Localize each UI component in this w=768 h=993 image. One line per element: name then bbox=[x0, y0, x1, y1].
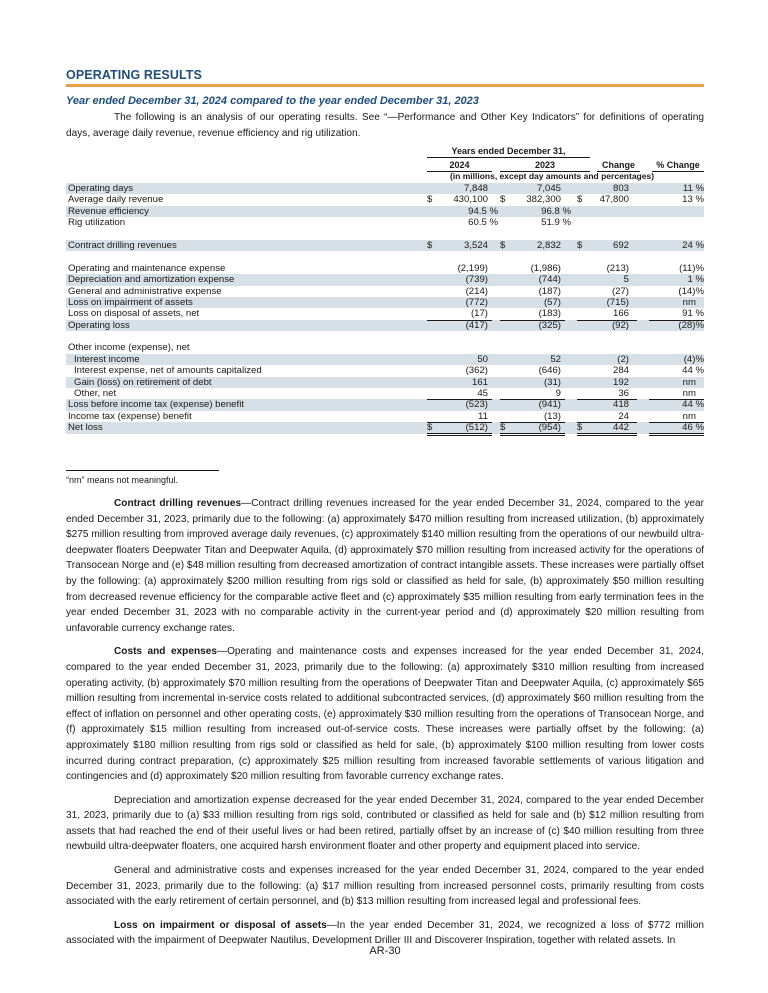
value-change: (213) bbox=[606, 262, 629, 274]
table-row bbox=[66, 263, 704, 274]
value-2024: (772) bbox=[465, 296, 488, 308]
dollar-sign: $ bbox=[427, 239, 433, 251]
col-2024-header: 2024 bbox=[427, 159, 492, 172]
value-change: 24 bbox=[618, 410, 629, 422]
value-pct-change: (14)% bbox=[678, 285, 704, 297]
value-pct-change: (4)% bbox=[683, 353, 704, 365]
footnote-divider bbox=[66, 470, 219, 471]
dollar-sign: $ bbox=[427, 194, 433, 206]
row-label: Other income (expense), net bbox=[68, 342, 190, 354]
row-label: Loss before income tax (expense) benefit bbox=[68, 399, 244, 411]
table-row bbox=[66, 399, 704, 410]
value-2023: 9 bbox=[555, 388, 561, 400]
units-note: (in millions, except day amounts and percentages) bbox=[449, 171, 655, 181]
value-change: 284 bbox=[612, 365, 629, 377]
table-row bbox=[66, 320, 704, 331]
paragraph-costs bbox=[66, 644, 704, 784]
dollar-sign: $ bbox=[500, 422, 506, 434]
section-divider bbox=[66, 84, 704, 87]
row-label: Interest income bbox=[74, 353, 140, 365]
value-change: 418 bbox=[612, 399, 629, 411]
row-label: Loss on impairment of assets bbox=[68, 296, 193, 308]
value-2023: (325) bbox=[538, 319, 561, 331]
row-label: Contract drilling revenues bbox=[68, 239, 177, 251]
value-pct-change: (28)% bbox=[678, 319, 704, 331]
dollar-sign: $ bbox=[577, 239, 583, 251]
value-2023: 51.9 % bbox=[541, 217, 571, 229]
value-pct-change: nm bbox=[682, 388, 696, 400]
dollar-sign: $ bbox=[500, 194, 506, 206]
value-2023: (744) bbox=[538, 274, 561, 286]
table-row bbox=[66, 240, 704, 251]
value-2024: 430,100 bbox=[453, 194, 488, 206]
section-subtitle: Year ended December 31, 2024 compared to the year ended December 31, 2023 bbox=[66, 95, 479, 107]
row-label: Loss on disposal of assets, net bbox=[68, 308, 200, 320]
value-2023: 2,832 bbox=[536, 239, 561, 251]
value-change: 47,800 bbox=[599, 194, 629, 206]
section-title: OPERATING RESULTS bbox=[66, 68, 202, 82]
value-pct-change: nm bbox=[682, 296, 696, 308]
table-body bbox=[66, 183, 704, 434]
table-row bbox=[66, 377, 704, 388]
value-2023: (57) bbox=[543, 296, 561, 308]
value-change: 803 bbox=[612, 183, 629, 194]
years-ended-header: Years ended December 31, bbox=[427, 145, 590, 158]
row-label: Interest expense, net of amounts capitalized bbox=[74, 365, 262, 377]
dollar-sign: $ bbox=[500, 239, 506, 251]
table-row bbox=[66, 354, 704, 365]
row-label: Operating and maintenance expense bbox=[68, 262, 226, 274]
value-pct-change: nm bbox=[682, 376, 696, 388]
paragraph-lead: Contract drilling revenues bbox=[114, 498, 242, 509]
paragraph-text: —Operating and maintenance costs and expenses increased for the year ended December 31, 2024, compared to the year ended December 31, 2023, primarily due to the following: (a) approximately $310 million resulting from increased operating activity, (b) approximately $70 million resulting from the operations of Deepwater Titan and Deepwater Aquila, (c) approximately $65 million resulting from incremental in-service costs related to additional subcontracted services, (d) approximately $60 million resulting from the effect of inflation on personnel and other operating costs, (e) approximately $30 million resulting from the operations of Transocean Norge, and (f) approximately $15 million resulting from increased out-of-service costs. These increases were partially offset by the following: (a) approximately $180 million resulting from rigs sold or classified as held for sale, (b) approximately $100 million resulting from lower costs incurred during contract preparation, (c) approximately $25 million resulting from increased favorable settlements of various litigation and contingencies and (d) approximately $20 million resulting from favorable currency exchange rates. bbox=[66, 646, 704, 783]
col-pct-change-header: % Change bbox=[652, 159, 704, 172]
row-label: Operating days bbox=[68, 183, 134, 194]
table-row bbox=[66, 388, 704, 399]
value-change: 5 bbox=[623, 274, 629, 286]
table-row bbox=[66, 411, 704, 422]
dollar-sign: $ bbox=[577, 194, 583, 206]
value-2023: (646) bbox=[538, 365, 561, 377]
paragraph-lead: Costs and expenses bbox=[114, 646, 217, 658]
table-row bbox=[66, 194, 704, 205]
table-row bbox=[66, 183, 704, 194]
value-pct-change: 11 % bbox=[682, 183, 704, 194]
row-label: Depreciation and amortization expense bbox=[68, 274, 235, 286]
value-change: (27) bbox=[611, 285, 629, 297]
value-change: (2) bbox=[617, 353, 629, 365]
value-2023: 382,300 bbox=[526, 194, 561, 206]
value-2023: 96.8 % bbox=[541, 205, 571, 217]
value-change: 192 bbox=[612, 376, 629, 388]
dollar-sign: $ bbox=[577, 422, 583, 434]
row-label: Income tax (expense) benefit bbox=[68, 410, 192, 422]
table-row bbox=[66, 342, 704, 353]
value-2023: 52 bbox=[550, 353, 561, 365]
value-2024: 94.5 % bbox=[468, 205, 498, 217]
table-row bbox=[66, 297, 704, 308]
row-label: Net loss bbox=[68, 422, 103, 434]
value-2023: 7,045 bbox=[536, 183, 561, 194]
table-row bbox=[66, 274, 704, 285]
value-2024: (362) bbox=[465, 365, 488, 377]
value-2023: (1,986) bbox=[530, 262, 561, 274]
value-pct-change: 44 % bbox=[682, 399, 704, 411]
value-pct-change: 44 % bbox=[682, 365, 704, 377]
paragraph-lead: Loss on impairment or disposal of assets bbox=[114, 919, 327, 931]
paragraph-text: —Contract drilling revenues increased for the year ended December 31, 2024, compared to the year ended December 31, 2023, primarily due to the following: (a) approximately $470 million resulting from increased utilization, (b) approximately $275 million resulting from improved average daily revenues, (c) approximately $140 million resulting from the operations of our newbuild ultra-deepwater floaters Deepwater Titan and Deepwater Aquila, (d) approximately $70 million resulting from increased activity for the operations of Transocean Norge and (e) $48 million resulting from decreased amortization of contract intangible assets. These increases were partially offset by the following: (a) approximately $200 million resulting from rigs sold or classified as held for sale, (b) approximately $50 million resulting from decreased revenue efficiency for the comparable active fleet and (c) approximately $35 million resulting from early termination fees in the year ended December 31, 2023 with no comparable activity in the current-year period and (d) approximately $20 million resulting from unfavorable currency exchange rates. bbox=[66, 498, 704, 634]
row-label: Average daily revenue bbox=[68, 194, 164, 206]
value-change: 36 bbox=[618, 388, 629, 400]
value-2023: (954) bbox=[538, 422, 561, 434]
dollar-sign: $ bbox=[427, 422, 433, 434]
value-2024: (523) bbox=[465, 399, 488, 411]
footnote: “nm” means not meaningful. bbox=[66, 475, 179, 485]
value-pct-change: 24 % bbox=[682, 239, 704, 251]
value-2024: (17) bbox=[470, 308, 488, 320]
paragraph-depreciation: Depreciation and amortization expense decreased for the year ended December 31, 2024, compared to the year ended December 31, 2023, primarily due to (a) $33 million resulting from rigs sold, contributed or classified as held for sale and (b) $12 million resulting from assets that had reached the end of their useful lives or had been retired, partially offset by an increase of (c) $40 million resulting from three newbuild ultra-deepwater floaters, one acquired harsh environment floater and other property and equipment placed into service. bbox=[66, 794, 704, 853]
table-row-net-loss bbox=[66, 422, 704, 433]
col-2023-header: 2023 bbox=[500, 159, 590, 172]
value-2024: 7,848 bbox=[463, 183, 488, 194]
value-2024: 161 bbox=[471, 376, 488, 388]
narrative bbox=[66, 496, 704, 957]
value-2024: 60.5 % bbox=[468, 217, 498, 229]
value-pct-change: 46 % bbox=[682, 422, 704, 434]
intro-paragraph bbox=[66, 110, 704, 141]
value-pct-change: 1 % bbox=[687, 274, 704, 286]
table-row bbox=[66, 286, 704, 297]
col-change-header: Change bbox=[597, 159, 640, 172]
value-2023: (13) bbox=[543, 410, 561, 422]
page-number: AR-30 bbox=[369, 945, 401, 957]
value-2024: (417) bbox=[465, 319, 488, 331]
row-label: Rig utilization bbox=[68, 217, 126, 229]
value-2024: 3,524 bbox=[463, 239, 488, 251]
table-row bbox=[66, 206, 704, 217]
value-2023: (183) bbox=[538, 308, 561, 320]
value-pct-change: (11)% bbox=[679, 262, 704, 274]
row-label: General and administrative expense bbox=[68, 285, 222, 297]
row-label: Revenue efficiency bbox=[68, 205, 149, 217]
row-label: Other, net bbox=[74, 388, 117, 400]
value-change: (715) bbox=[606, 296, 629, 308]
paragraph-text: —In the year ended December 31, 2024, we recognized a loss of $772 million associated with the impairment of Deepwater Nautilus, Development Driller III and Discoverer Inspiration, together with related assets. In bbox=[66, 919, 704, 947]
value-2024: (739) bbox=[465, 274, 488, 286]
value-2024: 11 bbox=[478, 410, 488, 422]
value-2023: (941) bbox=[538, 399, 561, 411]
value-change: 442 bbox=[612, 422, 629, 434]
value-pct-change: nm bbox=[682, 410, 696, 422]
intro-text: The following is an analysis of our operating results. See “—Performance and Other Key Indicators” for definitions of operating days, average daily revenue, revenue efficiency and rig utilization. bbox=[66, 112, 704, 139]
value-change: (92) bbox=[611, 319, 629, 331]
value-2023: (187) bbox=[538, 285, 561, 297]
value-change: 692 bbox=[612, 239, 629, 251]
paragraph-contract-drilling bbox=[66, 496, 704, 636]
value-2024: 45 bbox=[477, 388, 488, 400]
value-change: 166 bbox=[612, 308, 629, 320]
table-row bbox=[66, 308, 704, 319]
value-2023: (31) bbox=[543, 376, 561, 388]
value-2024: (214) bbox=[465, 285, 488, 297]
value-pct-change: 13 % bbox=[682, 194, 704, 206]
value-2024: 50 bbox=[477, 353, 488, 365]
value-2024: (2,199) bbox=[457, 262, 488, 274]
value-pct-change: 91 % bbox=[682, 308, 704, 320]
value-2024: (512) bbox=[465, 422, 488, 434]
table-row bbox=[66, 365, 704, 376]
table-row bbox=[66, 217, 704, 228]
row-label: Gain (loss) on retirement of debt bbox=[74, 376, 212, 388]
paragraph-general-admin: General and administrative costs and expenses increased for the year ended December 31, 2024, compared to the year ended December 31, 2023, primarily due to the following: (a) $17 million resulting from increased personnel costs, primarily resulting from costs associated with the early retirement of certain personnel, and (b) $13 million resulting from increased legal and professional fees. bbox=[66, 865, 704, 908]
row-label: Operating loss bbox=[68, 319, 130, 331]
